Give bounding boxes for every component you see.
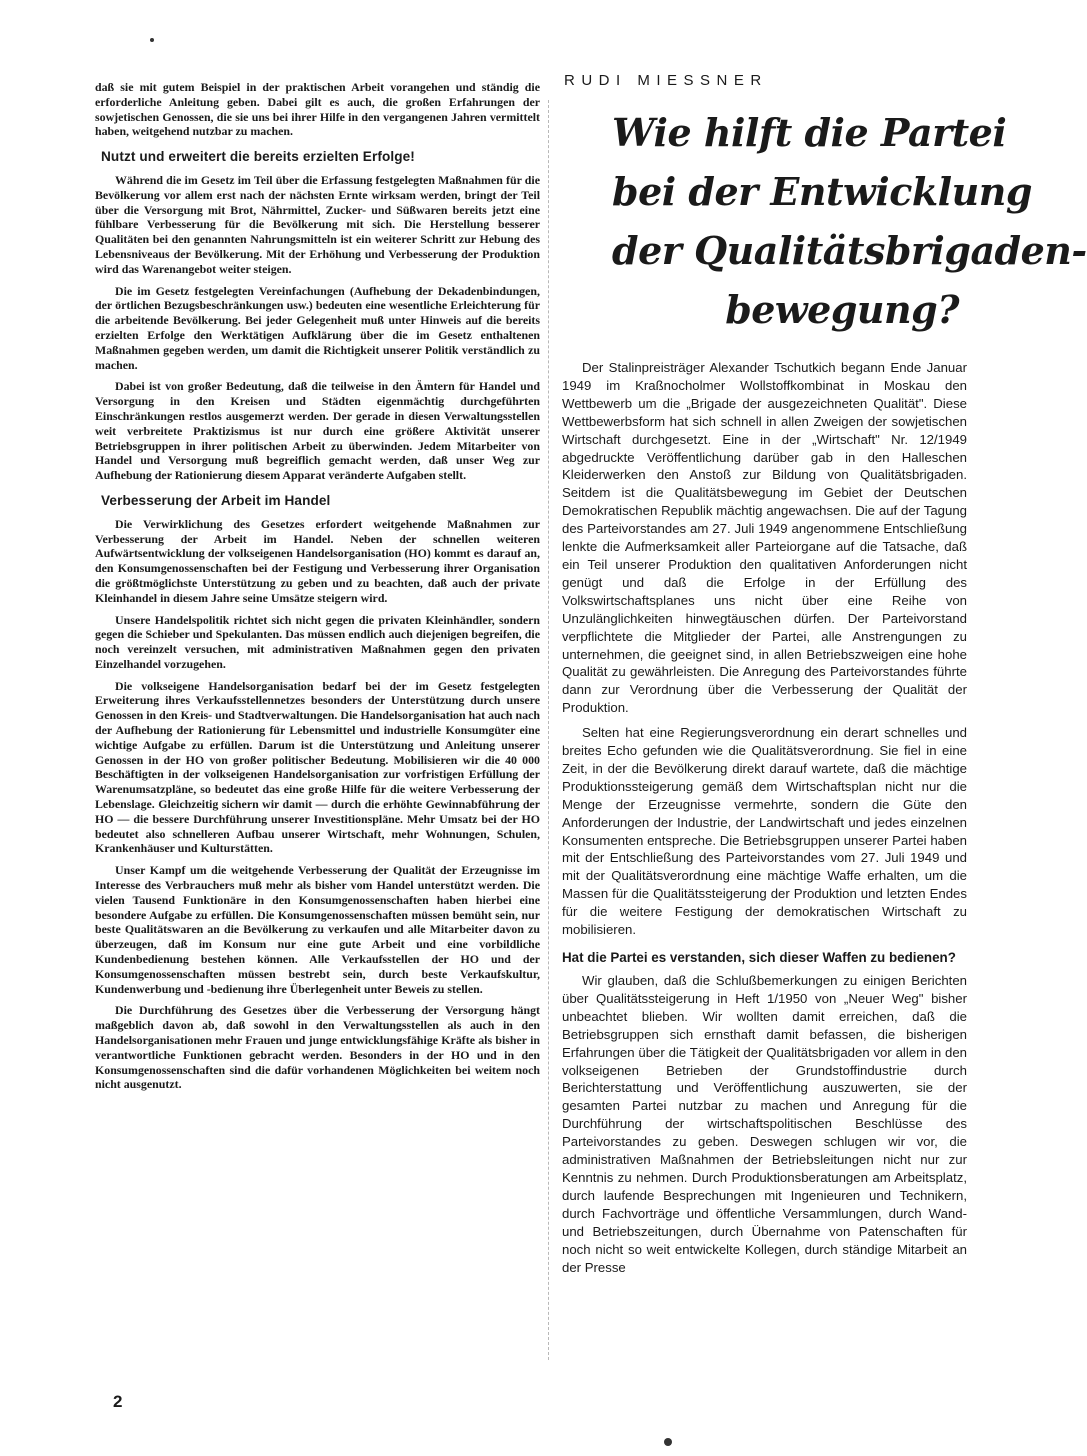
headline-line: Wie hilft die Partei [612,110,1007,155]
author-byline: RUDI MIESSNER [564,72,768,89]
paragraph: Die Durchführung des Gesetzes über die Verbesserung der Versorgung hängt maßgeblich davon ab, daß sowohl in den Verwaltungsstellen als auch in den Handelsorganisationen mehr Frauen und junge entwicklungsfähige Kräfte als bisher in verantwortliche Funktionen gebracht werden. Besonders in der HO und in den Konsumgenossenschaften sind die dafür vorhandenen Möglichkeiten bei weitem noch nicht ausgenutzt. [95,1003,540,1092]
paragraph: Wir glauben, daß die Schlußbemerkungen zu einigen Berichten über Qualitätssteigerung in Heft 1/1950 von „Neuer Weg" bisher unbeachtet blieben. Wir wollten damit erreichen, daß die Betriebsgruppen sich ernsthaft damit befassen, die bisherigen Erfahrungen über die Tätigkeit der Qualitätsbrigaden vor allem in den volkseigenen Betrieben der Grundstoffindustrie durch Berichterstattung und Veröffentlichung auszuwerten, sie der gesamten Partei nutzbar zu machen und Anregung für die Durchführung der wirtschaftspolitischen Beschlüsse des Parteivorstandes zu geben. Deswegen schlugen wir vor, die administrativen Maßnahmen der Betriebsleitungen nicht nur zur Kenntnis zu nehmen. Durch Produktionsberatungen am Arbeitsplatz, durch laufende Besprechungen mit Ingenieuren und Technikern, durch Fachvorträge und öffentliche Versammlungen, durch Wand- und Betriebszeitungen, durch Übernahme von Patenschaften für noch nicht so weit entwickelte Kollegen, durch ständige Mitarbeit an der Presse [562,973,967,1275]
paragraph: Während die im Gesetz im Teil über die Erfassung festgelegten Maßnahmen für die Bevölkerung vor allem erst nach der nächsten Ernte wirksam werden, bringt der Teil über die Versorgung mit Brot, Nährmittel, Zucker- und Süßwaren bereits jetzt eine fühlbare Verbesserung für die Bevölkerung mit sich. Die Herstellung besserer Qualitäten bei den genannten Nahrungsmitteln ist ein weiterer Schritt zur Hebung des Lebensniveaus der Bevölkerung. Mit der Erhöhung und Verbesserung der Produktion wird das Warenangebot weiter steigen. [95,172,540,276]
intro-paragraph: daß sie mit gutem Beispiel in der praktischen Arbeit vorangehen und ständig die erforderliche Anleitung geben. Dabei gilt es auch, die großen Erfahrungen der sowjetischen Genossen, die sie uns bei ihrer Hilfe in den vergangenen Jahren vermittelt haben, weitgehend nutzbar zu machen. [95,80,540,139]
paragraph: Unsere Handelspolitik richtet sich nicht gegen die privaten Kleinhändler, sondern gegen die Schieber und Spekulanten. Das müssen endlich auch diejenigen begreifen, die noch vereinzelt versuchen, mit administrativen Maßnahmen gegen den privaten Einzelhandel vorzugehen. [95,612,540,671]
right-column [562,72,1087,1283]
paragraph: Die volkseigene Handelsorganisation bedarf bei der im Gesetz festgelegten Erweiterung ihres Verkaufsstellennetzes besonders der Unterstützung durch unsere Genossen in den Kreis- und Stadtverwaltungen. Die Handelsorganisation hat auch nach der Aufhebung der Rationierung für Lebensmittel und industrielle Konsumgüter eine wichtige Aufgabe zu erfüllen. Darum ist die Unterstützung und Anleitung unserer Genossen in der HO von großer politischer Bedeutung. Mobilisieren wir die 40 000 Beschäftigten in der volkseigenen Handelsorganisation zur vorfristigen Erfüllung der Warenumsatzpläne, so bedeutet das eine große Hilfe für die weitere Verbesserung der Lebenslage. Gleichzeitig sichern wir damit — durch die erhöhte Gewinnabführung der HO — die bessere Durchführung unserer Investitionspläne. Mehr Umsatz bei der HO bedeutet also schnelleren Aufbau unserer Wirtschaft, mehr Wohnungen, Schulen, Krankenhäuser und Kulturstätten. [95,678,540,856]
print-speck [664,1438,672,1446]
article-body [562,359,967,1276]
paragraph: Unser Kampf um die weitgehende Verbesserung der Qualität der Erzeugnisse im Interesse des Verbrauchers muß mehr als bisher vom Handel unterstützt werden. Die vielen Tausend Funktionäre in den Konsumgenossenschaften haben hierbei eine besondere Aufgabe zu erfüllen. Die Konsumgenossenschaften müssen bemüht sein, nur beste Qualitätswaren an die Bevölkerung zu verkaufen und alle Mitarbeiter davon zu überzeugen, daß im Konsum nur eine gute Arbeit und eine vorbildliche Kundenbedienung bestehen können. Alle Verkaufsstellen der HO und der Konsumgenossenschaften müssen bestrebt sein, durch beste Verkaufskultur, Kundenwerbung und -bedienung ihre Überlegenheit unter Beweis zu stellen. [95,863,540,996]
article-subheading: Hat die Partei es verstanden, sich dieser Waffen zu bedienen? [562,950,956,965]
page-number: 2 [113,1392,123,1411]
print-speck [150,38,154,42]
section-heading-erfolge: Nutzt und erweitert die bereits erzielten Erfolge! [101,149,415,165]
headline-line: bewegung? [725,287,959,332]
section-heading-handel: Verbesserung der Arbeit im Handel [101,492,331,508]
paragraph: Die Verwirklichung des Gesetzes erfordert weitgehende Maßnahmen zur Verbesserung der Arbeit im Handel. Neben der schnellen weiteren Aufwärtsentwicklung der volkseigenen Handelsorganisation (HO) kommt es darauf an, den Konsumgenossenschaften bei der Festigung und Verbesserung ihrer Organisation die größtmöglichste Unterstützung zu geben und zu beachten, daß auch der private Kleinhandel in diesem Jahre seine Umsätze steigern wird. [95,516,540,605]
article-headline [562,103,1087,339]
paragraph: Dabei ist von großer Bedeutung, daß die teilweise in den Ämtern für Handel und Versorgung in den Kreisen und Städten eigenmächtig durchgeführten Einschränkungen restlos ausgemerzt werden. Der gerade in diesen Verwaltungsstellen weit verbreitete Praktizismus ist nur durch eine größere Aktivität unserer Betriebsgruppen in ihrer politischen Arbeit zu überwinden. Jedem Mitarbeiter von Handel und Versorgung muß begreiflich gemacht werden, daß unser Weg zur Aufhebung der Rationierung diesem Apparat veränderte Aufgaben stellt. [95,379,540,483]
column-divider [548,100,549,1360]
headline-line: der Qualitätsbrigaden- [612,228,1087,273]
paragraph: Der Stalinpreisträger Alexander Tschutkich begann Ende Januar 1949 im Kraßnocholmer Wollstoffkombinat in Moskau den Wettbewerb um die „Brigade der ausgezeichneten Qualität". Diese Wettbewerbsform hat sich schnell in allen Zweigen der sowjetischen Wirtschaft durchgesetzt. Eine in der „Wirtschaft" Nr. 12/1949 abgedruckte Veröffentlichung darüber gab in den Halleschen Kleiderwerken den Anstoß zur Bildung von Qualitätsbrigaden. Seitdem ist die Qualitätsbewegung im Gebiet der Deutschen Demokratischen Republik mächtig angewachsen. Die auf der Tagung des Parteivorstandes am 27. Juli 1949 angenommene Entschließung lenkte die Aufmerksamkeit aller Parteiorgane auf die Tatsache, daß ein Teil unserer Produktion den qualitativen Anforderungen nicht genügt und daß die Erfolge in der Erfüllung des Volkswirtschaftsplanes uns nicht über eine Reihe von Unzulänglichkeiten hinwegtäuschen dürfen. Der Parteivorstand verpflichtete die Mitglieder der Partei, alle Anstrengungen zu unternehmen, die geeignet sind, in allen Betriebszweigen eine hohe Qualität zu gewährleisten. Die Anregung des Parteivorstandes führte dann zur Verordnung über die Verbesserung der Qualität der Produktion. [562,360,967,716]
headline-line: bei der Entwicklung [612,169,1032,214]
left-column [95,80,540,1099]
paragraph: Die im Gesetz festgelegten Vereinfachungen (Aufhebung der Dekadenbindungen, der örtlichen Bezugsbeschränkungen usw.) bedeuten eine wesentliche Erleichterung für die arbeitende Bevölkerung. Bei jeder Gelegenheit muß unter Hinweis auf die bereits erzielten Erfolge den Werktätigen Aufklärung über die im Gesetz enthaltenen Maßnahmen gegeben werden, um damit die Richtigkeit unserer Politik verständlich zu machen. [95,283,540,372]
paragraph: Selten hat eine Regierungsverordnung ein derart schnelles und breites Echo gefunden wie die Qualitätsverordnung. Sie fiel in eine Zeit, in der die Bevölkerung direkt darauf wartete, daß die mächtige Produktionssteigerung gemäß dem Wirtschaftsplan nicht nur die Menge der Erzeugnisse vermehrte, sondern die Güte den Anforderungen der Industrie, der Landwirtschaft und jedes einzelnen Konsumenten entspreche. Die Betriebsgruppen unserer Partei haben mit der Entschließung des Parteivorstandes vom 27. Juli 1949 und mit der Qualitätsverordnung eine mächtige Waffe erhalten, um die Massen für die Qualitätssteigerung der Produktion und letzten Endes für die weitere Festigung der demokratischen Wirtschaft zu mobilisieren. [562,725,967,938]
